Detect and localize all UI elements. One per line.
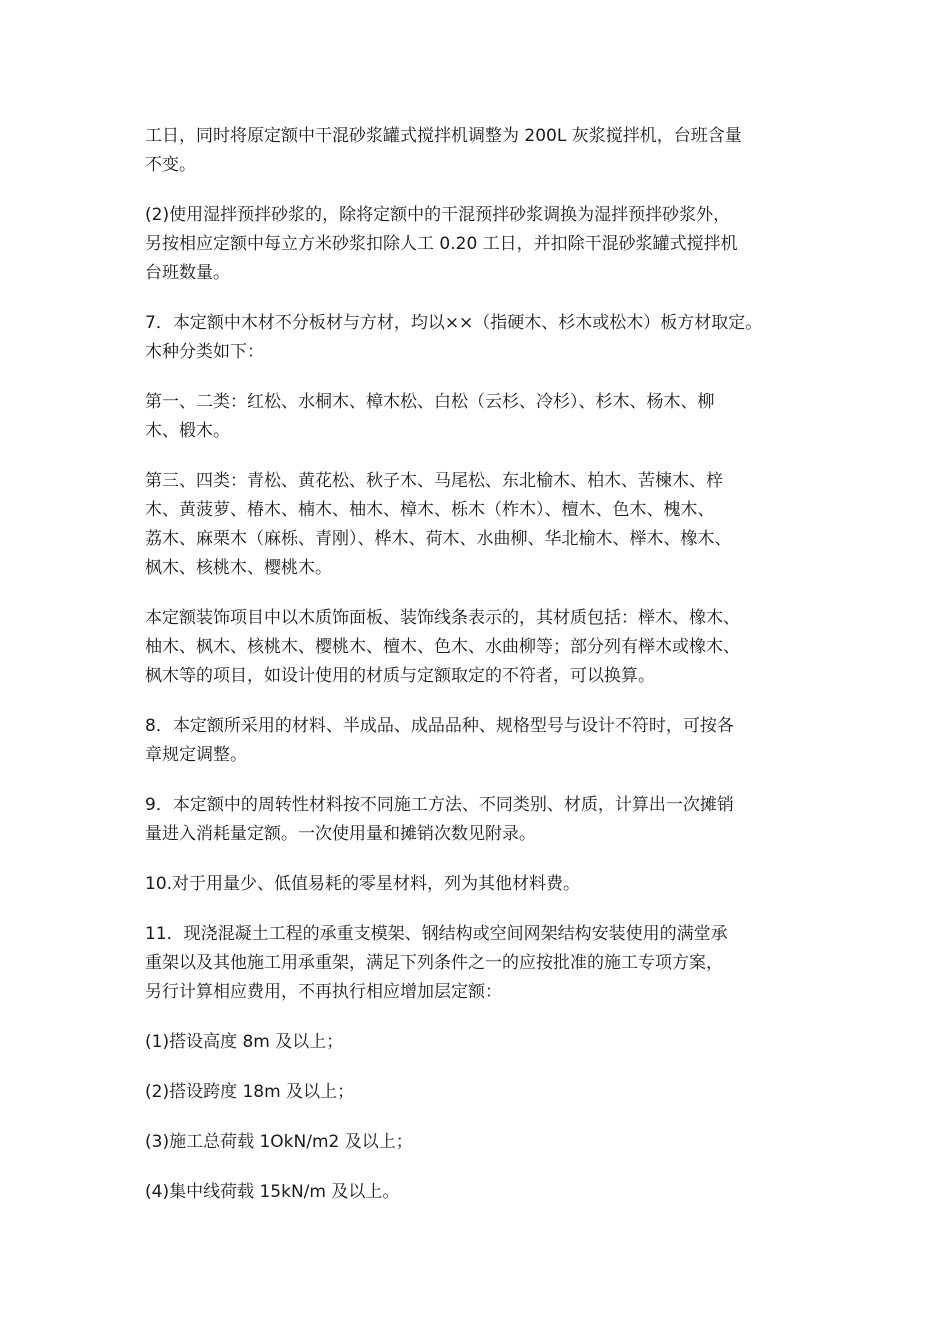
text-line: 重架以及其他施工用承重架，满足下列条件之一的应按批准的施工专项方案， bbox=[145, 953, 723, 973]
text-line: 木种分类如下： bbox=[145, 342, 264, 362]
text-line: 柚木、枫木、核桃木、樱桃木、檀木、色木、水曲柳等；部分列有榉木或橡木、 bbox=[145, 637, 740, 657]
text-line: 8．本定额所采用的材料、半成品、成品品种、规格型号与设计不符时，可按各 bbox=[145, 716, 734, 736]
condition-item-1 bbox=[145, 1028, 817, 1057]
paragraph-wood-class-1-2 bbox=[145, 388, 817, 446]
text-line: 量进入消耗量定额。一次使用量和摊销次数见附录。 bbox=[145, 824, 536, 844]
paragraph-decorative-wood bbox=[145, 604, 817, 691]
paragraph-wet-mortar bbox=[145, 201, 817, 288]
text-line: 另按相应定额中每立方米砂浆扣除人工 0.20 工日，并扣除干混砂浆罐式搅拌机 bbox=[145, 234, 738, 254]
text-line: 另行计算相应费用，不再执行相应增加层定额： bbox=[145, 982, 502, 1002]
text-line: 台班数量。 bbox=[145, 263, 230, 283]
text-line: 木、黄菠萝、椿木、楠木、柚木、樟木、栎木（柞木）、檀木、色木、槐木、 bbox=[145, 500, 715, 520]
condition-item-3 bbox=[145, 1128, 817, 1157]
text-line: (2)搭设跨度 18m 及以上； bbox=[145, 1082, 355, 1102]
text-line: 11．现浇混凝土工程的承重支模架、钢结构或空间网架结构安装使用的满堂承 bbox=[145, 924, 728, 944]
text-line: (2)使用湿拌预拌砂浆的，除将定额中的干混预拌砂浆调换为湿拌预拌砂浆外， bbox=[145, 205, 731, 225]
text-line: 不变。 bbox=[145, 155, 196, 175]
text-line: 枫木等的项目，如设计使用的材质与定额取定的不符者，可以换算。 bbox=[145, 666, 655, 686]
paragraph-item-11 bbox=[145, 920, 817, 1007]
paragraph-item-10 bbox=[145, 870, 817, 899]
document-body bbox=[145, 122, 817, 1228]
paragraph-labor-adjustment bbox=[145, 122, 817, 180]
paragraph-item-8 bbox=[145, 712, 817, 770]
text-line: 木、椴木。 bbox=[145, 421, 230, 441]
text-line: (4)集中线荷载 15kN/m 及以上。 bbox=[145, 1182, 400, 1202]
text-line: 荔木、麻栗木（麻栎、青刚）、桦木、荷木、水曲柳、华北榆木、榉木、橡木、 bbox=[145, 529, 732, 549]
text-line: 9．本定额中的周转性材料按不同施工方法、不同类别、材质，计算出一次摊销 bbox=[145, 795, 734, 815]
text-line: 本定额装饰项目中以木质饰面板、装饰线条表示的，其材质包括：榉木、橡木、 bbox=[145, 608, 740, 628]
text-line: 10.对于用量少、低值易耗的零星材料，列为其他材料费。 bbox=[145, 874, 581, 894]
text-line: 第一、二类：红松、水桐木、樟木松、白松（云杉、冷杉）、杉木、杨木、柳 bbox=[145, 392, 715, 412]
text-line: 枫木、核桃木、樱桃木。 bbox=[145, 558, 332, 578]
text-line: 第三、四类：青松、黄花松、秋子木、马尾松、东北榆木、柏木、苦楝木、梓 bbox=[145, 471, 723, 491]
condition-item-2 bbox=[145, 1078, 817, 1107]
text-line: (1)搭设高度 8m 及以上； bbox=[145, 1032, 344, 1052]
condition-item-4 bbox=[145, 1178, 817, 1207]
text-line: 章规定调整。 bbox=[145, 745, 247, 765]
paragraph-item-9 bbox=[145, 791, 817, 849]
text-line: 工日，同时将原定额中干混砂浆罐式搅拌机调整为 200L 灰浆搅拌机，台班含量 bbox=[145, 126, 742, 146]
text-line: (3)施工总荷载 1OkN/m2 及以上； bbox=[145, 1132, 413, 1152]
paragraph-item-7 bbox=[145, 309, 817, 367]
paragraph-wood-class-3-4 bbox=[145, 467, 817, 583]
text-line: 7．本定额中木材不分板材与方材，均以××（指硬木、杉木或松木）板方材取定。 bbox=[145, 313, 763, 333]
